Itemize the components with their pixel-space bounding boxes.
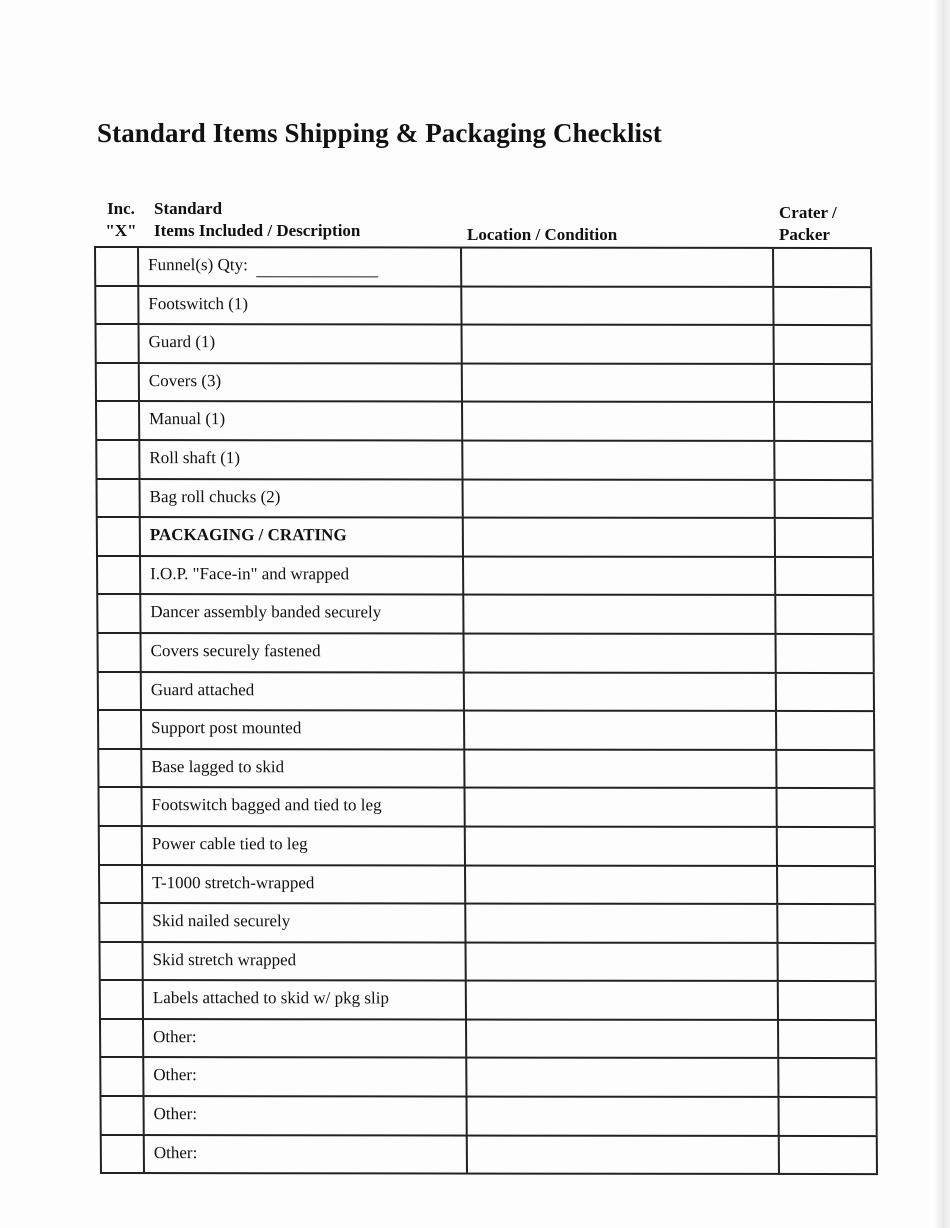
table-row [98, 788, 876, 828]
inc-checkbox-cell[interactable] [99, 1058, 142, 1095]
inc-checkbox-cell[interactable] [97, 750, 140, 787]
description-text: Footswitch bagged and tied to leg [151, 795, 382, 815]
description-cell [143, 1136, 466, 1173]
header-inc-line1: Inc. [107, 199, 135, 218]
location-condition-cell[interactable] [461, 326, 773, 363]
table-row [95, 364, 873, 404]
description-cell [138, 402, 461, 439]
description-text: Power cable tied to leg [151, 833, 308, 854]
table-row [97, 673, 875, 713]
crater-packer-cell[interactable] [776, 828, 876, 865]
location-condition-cell[interactable] [463, 673, 775, 710]
location-condition-cell[interactable] [461, 364, 773, 401]
description-cell [142, 1059, 465, 1096]
description-text: Skid nailed securely [152, 911, 291, 931]
description-text: Covers (3) [148, 370, 222, 390]
crater-packer-cell[interactable] [776, 789, 876, 826]
checklist-table [94, 246, 878, 1175]
table-row [99, 1058, 877, 1098]
crater-packer-cell[interactable] [777, 1021, 877, 1058]
description-text: I.O.P. "Face-in" and wrapped [150, 563, 350, 584]
description-text: Other: [153, 1142, 198, 1162]
header-standard-items [154, 198, 360, 242]
table-row [99, 981, 877, 1021]
inc-checkbox-cell[interactable] [99, 1020, 142, 1057]
description-cell [139, 518, 462, 555]
crater-packer-cell[interactable] [774, 481, 874, 518]
description-cell [142, 981, 465, 1018]
header-inc [101, 198, 141, 242]
inc-checkbox-cell[interactable] [94, 248, 137, 285]
description-cell [138, 325, 461, 362]
inc-checkbox-cell[interactable] [96, 595, 139, 632]
description-text: T-1000 stretch-wrapped [152, 872, 315, 892]
location-condition-cell[interactable] [464, 789, 776, 826]
description-text: Other: [153, 1026, 197, 1047]
crater-packer-cell[interactable] [774, 596, 874, 633]
header-standard-line2: Items Included / Description [154, 221, 361, 240]
location-condition-cell[interactable] [464, 827, 776, 864]
inc-checkbox-cell[interactable] [94, 287, 137, 324]
table-row [95, 441, 873, 481]
inc-checkbox-cell[interactable] [96, 518, 139, 555]
description-cell [142, 1020, 465, 1057]
header-location-label: Location / Condition [467, 225, 618, 244]
description-cell [138, 364, 461, 401]
inc-checkbox-cell[interactable] [96, 480, 139, 517]
inc-checkbox-cell[interactable] [97, 673, 140, 710]
inc-checkbox-cell[interactable] [97, 711, 140, 748]
description-cell [140, 750, 463, 787]
inc-checkbox-cell[interactable] [98, 788, 141, 825]
page-edge-shadow [934, 0, 950, 1228]
inc-checkbox-cell[interactable] [96, 557, 139, 594]
location-condition-cell[interactable] [462, 480, 774, 517]
location-condition-cell[interactable] [464, 866, 776, 903]
crater-packer-cell[interactable] [773, 403, 873, 440]
table-row [98, 827, 876, 867]
table-row [98, 904, 876, 944]
crater-packer-cell[interactable] [775, 673, 875, 710]
crater-packer-cell[interactable] [775, 751, 875, 788]
location-condition-cell[interactable] [461, 403, 773, 440]
location-condition-cell[interactable] [465, 1098, 777, 1135]
location-condition-cell[interactable] [463, 634, 775, 671]
inc-checkbox-cell[interactable] [95, 441, 138, 478]
description-cell [140, 673, 463, 710]
location-condition-cell[interactable] [462, 557, 774, 594]
inc-checkbox-cell[interactable] [99, 1097, 142, 1134]
description-cell [141, 866, 464, 903]
description-text: Skid stretch wrapped [152, 949, 297, 969]
qty-blank-field[interactable] [256, 256, 378, 277]
location-condition-cell[interactable] [460, 287, 772, 324]
description-cell [141, 827, 464, 864]
description-text: Funnel(s) Qty: [148, 255, 248, 275]
description-text: Dancer assembly banded securely [150, 602, 382, 622]
description-cell [141, 788, 464, 825]
location-condition-cell[interactable] [462, 519, 774, 556]
description-text: Bag roll chucks (2) [149, 486, 281, 506]
crater-packer-cell[interactable] [774, 558, 874, 595]
description-text: Guard attached [150, 679, 255, 699]
table-row [94, 246, 872, 288]
table-row [96, 557, 874, 597]
table-row [94, 287, 872, 327]
table-row [99, 1020, 877, 1060]
header-crater-packer [779, 202, 837, 246]
location-condition-cell[interactable] [464, 905, 776, 942]
inc-checkbox-cell[interactable] [98, 904, 141, 941]
description-cell [140, 711, 463, 748]
description-text: Support post mounted [151, 718, 302, 738]
header-crater-line1: Crater / [779, 203, 837, 222]
table-row [95, 402, 873, 442]
description-cell [139, 595, 462, 632]
location-condition-cell[interactable] [462, 596, 774, 633]
inc-checkbox-cell[interactable] [95, 325, 138, 362]
description-text: Guard (1) [148, 332, 216, 352]
page-title: Standard Items Shipping & Packaging Checklist [97, 118, 662, 148]
table-row [97, 634, 875, 674]
crater-packer-cell[interactable] [774, 519, 874, 556]
crater-packer-cell[interactable] [772, 288, 872, 325]
table-row [98, 943, 876, 983]
location-condition-cell[interactable] [463, 712, 775, 749]
inc-checkbox-cell[interactable] [99, 981, 142, 1018]
inc-checkbox-cell[interactable] [97, 634, 140, 671]
description-text: Labels attached to skid w/ pkg slip [152, 988, 389, 1008]
crater-packer-cell[interactable] [777, 1059, 877, 1096]
table-row [95, 325, 873, 365]
location-condition-cell[interactable] [465, 943, 777, 980]
crater-packer-cell[interactable] [773, 365, 873, 402]
crater-packer-cell[interactable] [776, 905, 876, 942]
location-condition-cell[interactable] [466, 1136, 778, 1173]
description-cell [141, 904, 464, 941]
crater-packer-cell[interactable] [777, 982, 877, 1019]
description-cell [137, 248, 460, 285]
description-text: Other: [153, 1065, 197, 1085]
description-cell [142, 1097, 465, 1134]
description-text: Other: [153, 1104, 198, 1124]
crater-packer-cell[interactable] [773, 442, 873, 479]
description-cell [139, 480, 462, 517]
table-row [96, 480, 874, 520]
inc-checkbox-cell[interactable] [100, 1136, 143, 1173]
table-row [96, 518, 874, 558]
table-row [98, 865, 876, 905]
table-row [97, 711, 875, 751]
location-condition-cell[interactable] [465, 982, 777, 1019]
location-condition-cell[interactable] [465, 1020, 777, 1057]
description-cell [141, 943, 464, 980]
description-text: Covers securely fastened [150, 641, 321, 661]
inc-checkbox-cell[interactable] [98, 865, 141, 902]
crater-packer-cell[interactable] [775, 635, 875, 672]
description-cell [139, 557, 462, 594]
inc-checkbox-cell[interactable] [98, 943, 141, 980]
crater-packer-cell[interactable] [773, 326, 873, 363]
table-row [97, 750, 875, 790]
inc-checkbox-cell[interactable] [98, 827, 141, 864]
description-text: Manual (1) [149, 409, 226, 429]
crater-packer-cell[interactable] [777, 944, 877, 981]
crater-packer-cell[interactable] [776, 866, 876, 903]
description-text: Roll shaft (1) [149, 448, 241, 468]
header-standard-line1: Standard [154, 199, 223, 218]
location-condition-cell[interactable] [465, 1059, 777, 1096]
description-text: Base lagged to skid [151, 756, 285, 776]
description-text: PACKAGING / CRATING [149, 525, 347, 545]
location-condition-cell[interactable] [461, 441, 773, 478]
table-row [96, 595, 874, 635]
crater-packer-cell[interactable] [772, 249, 872, 286]
location-condition-cell[interactable] [460, 249, 772, 286]
header-crater-line2: Packer [779, 225, 830, 244]
table-row [100, 1136, 878, 1176]
header-location-condition [467, 224, 617, 246]
table-row [99, 1097, 877, 1137]
inc-checkbox-cell[interactable] [95, 364, 138, 401]
description-cell [137, 287, 460, 324]
description-cell [140, 634, 463, 671]
header-inc-line2: "X" [105, 221, 137, 240]
crater-packer-cell[interactable] [778, 1137, 878, 1174]
description-text: Footswitch (1) [148, 293, 249, 313]
description-cell [138, 441, 461, 478]
inc-checkbox-cell[interactable] [95, 402, 138, 439]
crater-packer-cell[interactable] [778, 1098, 878, 1135]
location-condition-cell[interactable] [463, 750, 775, 787]
crater-packer-cell[interactable] [775, 712, 875, 749]
